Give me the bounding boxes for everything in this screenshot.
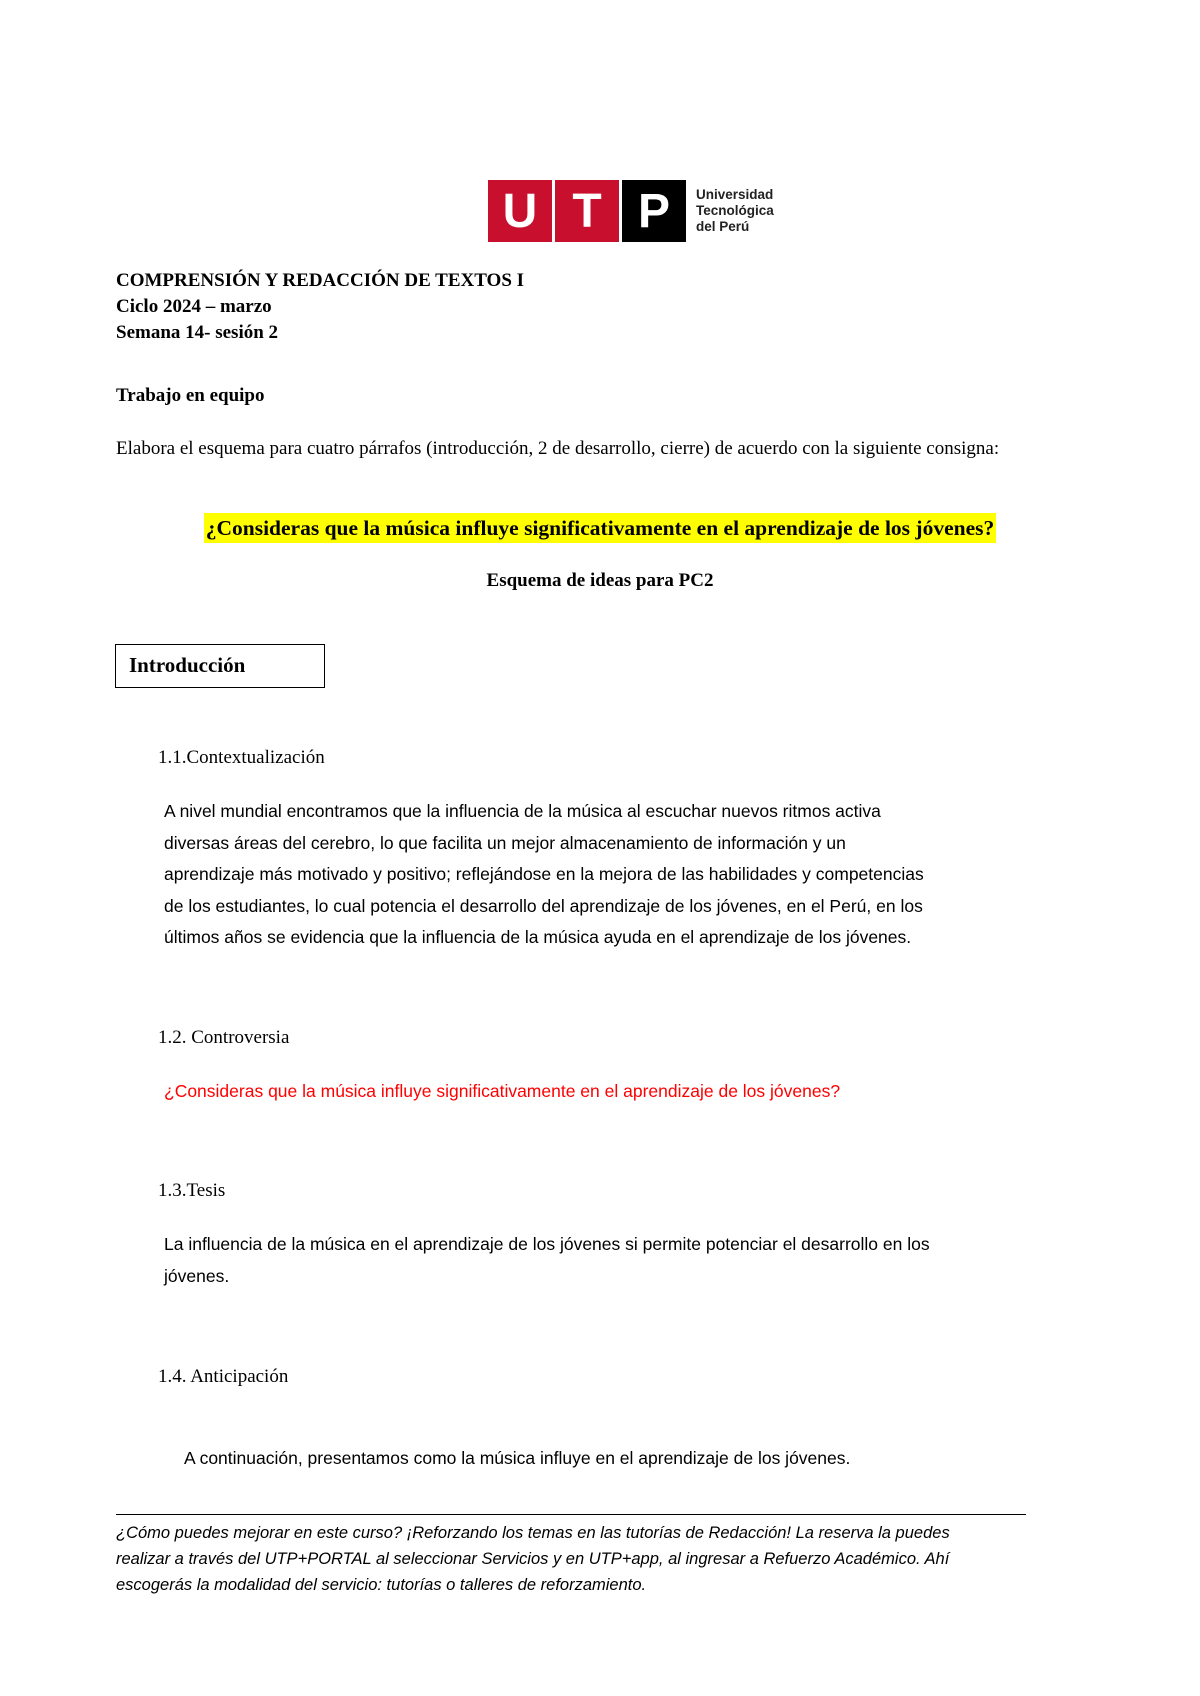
cycle-label: Ciclo 2024 – marzo bbox=[116, 296, 272, 317]
paragraph-line: La influencia de la música en el aprendizaje de los jóvenes si permite potenciar el desarrollo en los bbox=[164, 1234, 930, 1254]
paragraph-line: aprendizaje más motivado y positivo; reflejándose en la mejora de las habilidades y competencias bbox=[164, 864, 924, 884]
contextualizacion-title: 1.1.Contextualización bbox=[158, 747, 325, 768]
logo-line-2: Tecnológica bbox=[696, 203, 774, 218]
instruction-text: Elabora el esquema para cuatro párrafos (introducción, 2 de desarrollo, cierre) de acuerdo con la siguiente consigna: bbox=[116, 438, 1000, 459]
footer-divider bbox=[116, 1514, 1026, 1515]
question-container bbox=[0, 513, 1200, 543]
session-label: Semana 14- sesión 2 bbox=[116, 322, 279, 343]
section-title: Trabajo en equipo bbox=[116, 385, 265, 406]
utp-logo bbox=[488, 180, 774, 242]
anticipacion-title: 1.4. Anticipación bbox=[158, 1366, 289, 1387]
paragraph-line: últimos años se evidencia que la influencia de la música ayuda en el aprendizaje de los jóvenes. bbox=[164, 927, 912, 947]
footer-line: realizar a través del UTP+PORTAL al seleccionar Servicios y en UTP+app, al ingresar a Refuerzo Académico. Ahí bbox=[116, 1550, 950, 1568]
controversia-text: ¿Consideras que la música influye significativamente en el aprendizaje de los jóvenes? bbox=[164, 1081, 841, 1101]
footer-note bbox=[116, 1520, 1036, 1598]
logo-line-3: del Perú bbox=[696, 219, 750, 234]
footer-line: escogerás la modalidad del servicio: tutorías o talleres de reforzamiento. bbox=[116, 1576, 647, 1594]
tesis-paragraph bbox=[164, 1229, 1064, 1292]
logo-wordmark bbox=[696, 187, 774, 235]
controversia-title: 1.2. Controversia bbox=[158, 1027, 290, 1048]
course-title: COMPRENSIÓN Y REDACCIÓN DE TEXTOS I bbox=[116, 270, 525, 291]
paragraph-line: A nivel mundial encontramos que la influencia de la música al escuchar nuevos ritmos activa bbox=[164, 801, 881, 821]
tesis-title: 1.3.Tesis bbox=[158, 1180, 226, 1201]
intro-heading-box: Introducción bbox=[115, 644, 325, 688]
logo-line-1: Universidad bbox=[696, 187, 774, 202]
paragraph-line: jóvenes. bbox=[164, 1265, 230, 1286]
paragraph-line: diversas áreas del cerebro, lo que facilita un mejor almacenamiento de información y un bbox=[164, 832, 846, 853]
footer-line: ¿Cómo puedes mejorar en este curso? ¡Reforzando los temas en las tutorías de Redacción! La reserva la puedes bbox=[116, 1524, 950, 1542]
scheme-subtitle: Esquema de ideas para PC2 bbox=[486, 570, 714, 591]
contextualizacion-paragraph bbox=[164, 796, 1064, 954]
anticipacion-text: A continuación, presentamos como la música influye en el aprendizaje de los jóvenes. bbox=[184, 1448, 851, 1468]
logo-letter-u: U bbox=[488, 180, 552, 242]
logo-letter-p: P bbox=[622, 180, 686, 242]
subtitle-container bbox=[0, 570, 1200, 592]
paragraph-line: de los estudiantes, lo cual potencia el desarrollo del aprendizaje de los jóvenes, en el Perú, en los bbox=[164, 895, 923, 916]
logo-letter-t: T bbox=[555, 180, 619, 242]
highlighted-question: ¿Consideras que la música influye significativamente en el aprendizaje de los jóvenes? bbox=[204, 513, 997, 543]
